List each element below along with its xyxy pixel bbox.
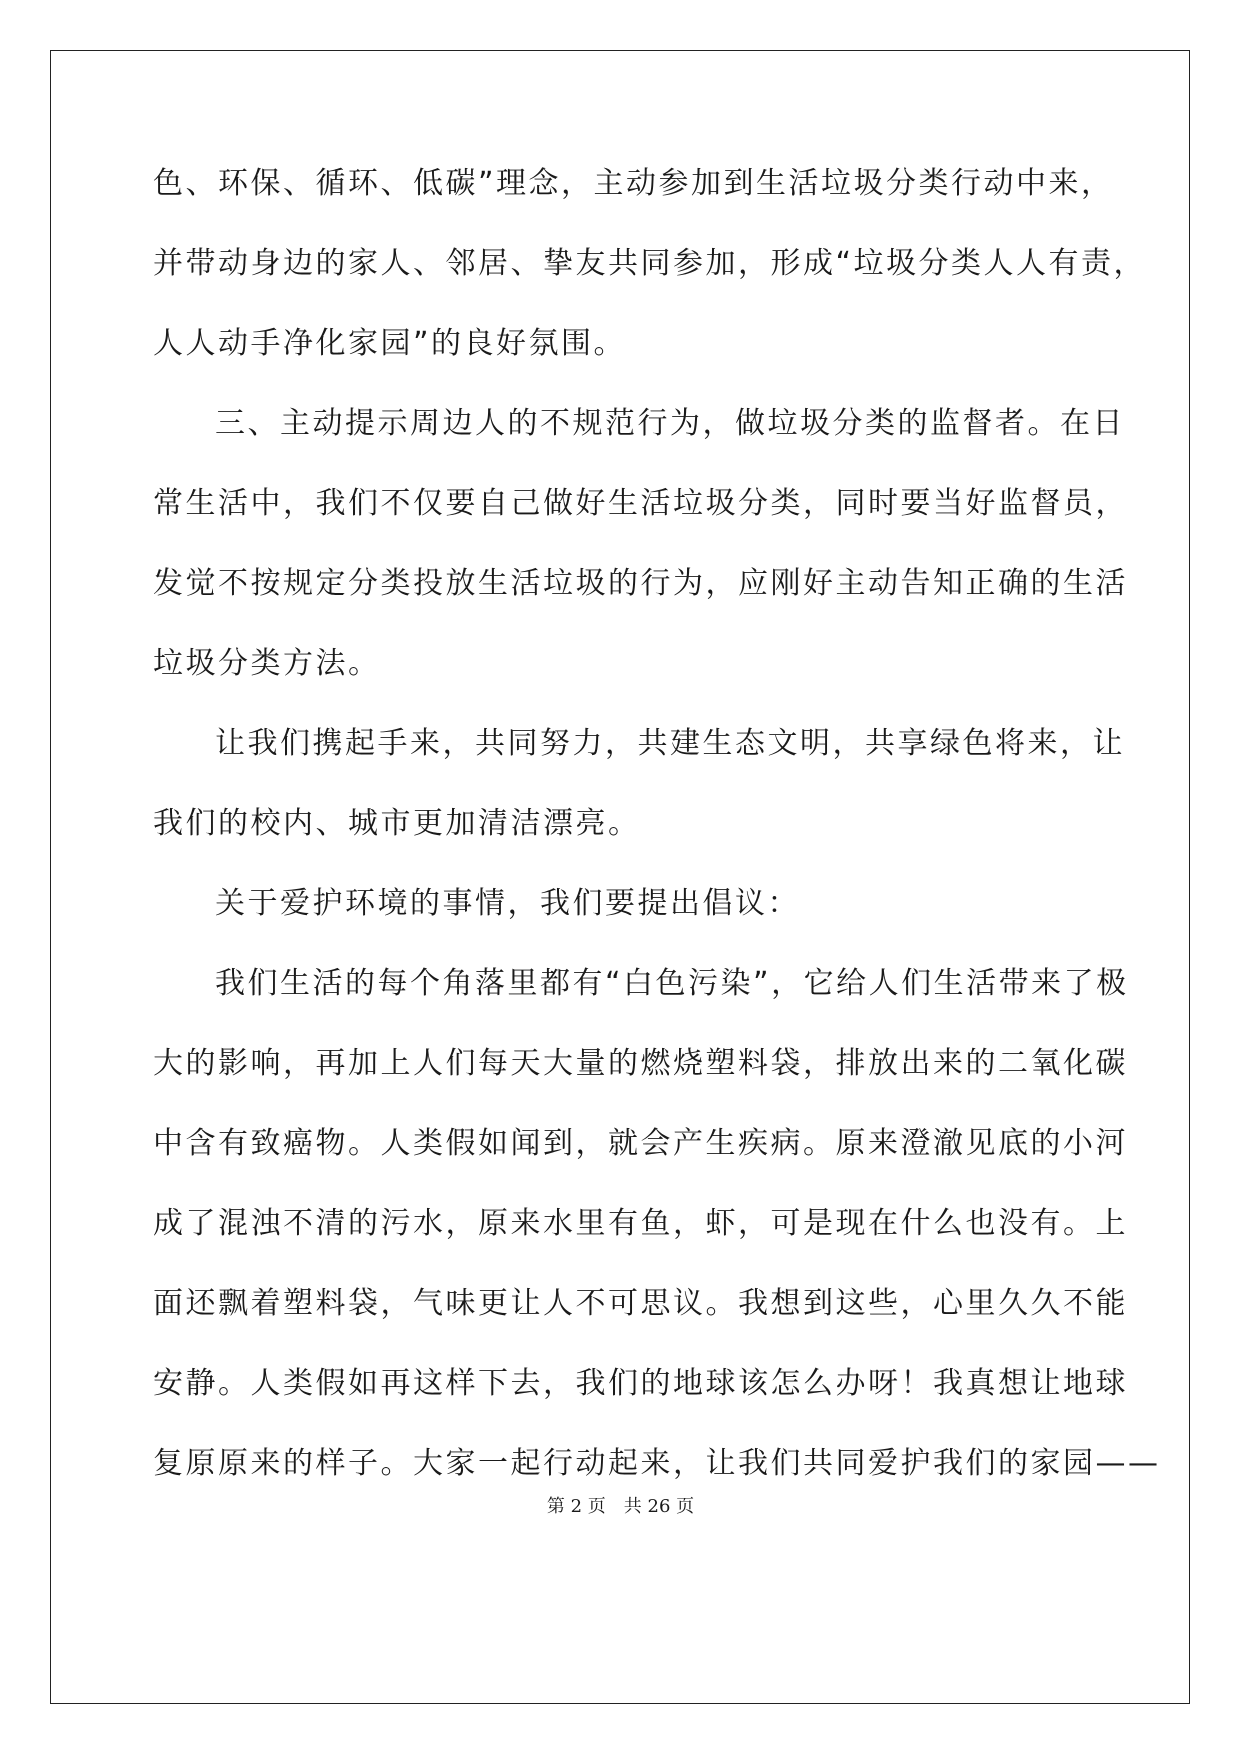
text-line: 发觉不按规定分类投放生活垃圾的行为，应刚好主动告知正确的生活 xyxy=(153,566,1128,601)
text-line: 并带动身边的家人、邻居、挚友共同参加，形成“垃圾分类人人有责， xyxy=(153,246,1147,281)
text-line: 中含有致癌物。人类假如闻到，就会产生疾病。原来澄澈见底的小河 xyxy=(153,1126,1128,1161)
text-line: 面还飘着塑料袋，气味更让人不可思议。我想到这些，心里久久不能 xyxy=(153,1286,1128,1321)
text-line: 成了混浊不清的污水，原来水里有鱼，虾，可是现在什么也没有。上 xyxy=(153,1206,1128,1241)
text-line: 垃圾分类方法。 xyxy=(153,646,381,681)
text-line: 大的影响，再加上人们每天大量的燃烧塑料袋，排放出来的二氧化碳 xyxy=(153,1046,1128,1081)
paragraph-first-line: 让我们携起手来，共同努力，共建生态文明，共享绿色将来，让 xyxy=(215,726,1125,761)
paragraph-first-line: 我们生活的每个角落里都有“白色污染”，它给人们生活带来了极 xyxy=(215,966,1129,1001)
text-line: 常生活中，我们不仅要自己做好生活垃圾分类，同时要当好监督员， xyxy=(153,486,1128,521)
page-number: 第 2 页 共 26 页 xyxy=(546,1496,695,1517)
text-line: 复原原来的样子。大家一起行动起来，让我们共同爱护我们的家园—— xyxy=(153,1446,1161,1481)
text-line: 人人动手净化家园”的良好氛围。 xyxy=(153,326,627,361)
text-line: 安静。人类假如再这样下去，我们的地球该怎么办呀！我真想让地球 xyxy=(153,1366,1128,1401)
paragraph-first-line: 三、主动提示周边人的不规范行为，做垃圾分类的监督者。在日 xyxy=(215,406,1125,441)
paragraph-first-line: 关于爱护环境的事情，我们要提出倡议： xyxy=(215,886,800,921)
text-line: 我们的校内、城市更加清洁漂亮。 xyxy=(153,806,641,841)
text-line: 色、环保、循环、低碳”理念，主动参加到生活垃圾分类行动中来， xyxy=(153,166,1114,201)
